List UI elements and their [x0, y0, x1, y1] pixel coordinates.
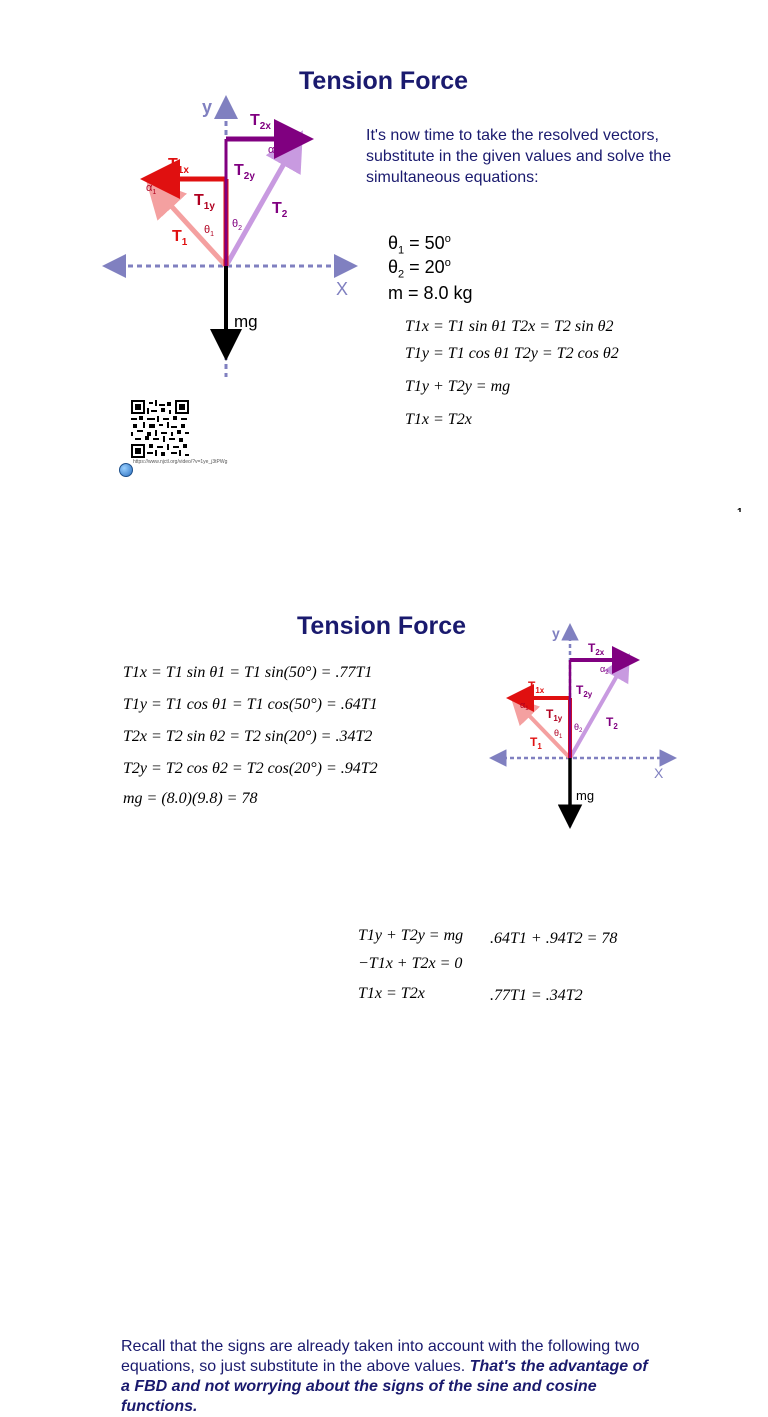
t2-vector [570, 660, 626, 758]
equation-1: T1x = T1 sin θ1 T2x = T2 sin θ2 [405, 318, 614, 335]
slide-title: Tension Force [297, 612, 467, 640]
recall-emphasis: That's the advantage of a FBD and not worrying about the signs of the sine and cosine functions. [121, 1358, 648, 1415]
intro-text: It's now time to take the resolved vectors, substitute in the given values and solve the simultaneous equations: [366, 127, 672, 186]
substitution-1: T1x = T1 sin θ1 = T1 sin(50°) = .77T1 [123, 664, 373, 681]
final-equation-1-left: T1y + T2y = mg [358, 927, 464, 944]
substitution-5: mg = (8.0)(9.8) = 78 [123, 790, 258, 807]
alpha2-label: $\alpha_2$ [600, 664, 609, 676]
t2-vector [226, 139, 298, 266]
t1-label: $T_1$ [172, 228, 188, 248]
mg-label: mg [234, 312, 258, 331]
free-body-diagram [100, 95, 360, 385]
t1-label: $T_1$ [530, 735, 542, 751]
free-body-diagram-small [490, 622, 678, 832]
x-label: X [654, 765, 664, 781]
theta2-label: $\theta_2$ [574, 722, 583, 734]
equation-3: T1y + T2y = mg [405, 378, 511, 395]
given-theta1: $\theta_1 = 50^o$ [388, 233, 451, 257]
theta1-label: $\theta_1$ [554, 728, 563, 740]
t2x-label: $T_{2x}$ [250, 112, 271, 132]
final-equation-1-right: .64T1 + .94T2 = 78 [490, 930, 618, 947]
globe-icon[interactable] [119, 463, 133, 477]
t2-label: $T_2$ [606, 715, 618, 731]
t1y-label: $T_{1y}$ [194, 192, 215, 212]
substitution-3: T2x = T2 sin θ2 = T2 sin(20°) = .34T2 [123, 728, 373, 745]
x-label: X [336, 279, 349, 299]
substitution-2: T1y = T1 cos θ1 = T1 cos(50°) = .64T1 [123, 696, 378, 713]
y-label: y [202, 97, 213, 117]
slide-title: Tension Force [299, 67, 469, 95]
final-equation-3-left: T1x = T2x [358, 985, 425, 1002]
t1x-label: $T_{1x}$ [528, 679, 545, 695]
t2x-label: $T_{2x}$ [588, 641, 605, 657]
t2y-label: $T_{2y}$ [234, 162, 255, 182]
y-label: y [552, 625, 560, 641]
alpha1-label: $\alpha_1$ [520, 700, 529, 712]
slide-1 [0, 0, 768, 512]
t1-vector [516, 702, 570, 758]
theta1-label: $\theta_1$ [204, 224, 215, 238]
alpha2-label: $\alpha_2$ [268, 144, 279, 158]
final-equation-3-right: .77T1 = .34T2 [490, 987, 583, 1004]
recall-paragraph [121, 1337, 661, 1417]
qr-link[interactable]: https://www.njctl.org/video/?v=1ye_j3tPWg [133, 459, 228, 465]
final-equation-2-left: −T1x + T2x = 0 [358, 955, 463, 972]
t2-label: $T_2$ [272, 200, 288, 220]
given-mass: m = 8.0 kg [388, 283, 473, 303]
t1x-label: $T_{1x}$ [168, 156, 189, 176]
substitution-4: T2y = T2 cos θ2 = T2 cos(20°) = .94T2 [123, 760, 378, 777]
theta2-label: $\theta_2$ [232, 218, 243, 232]
t2y-label: $T_{2y}$ [576, 683, 593, 699]
mg-label: mg [576, 788, 595, 803]
recall-text: Recall that the signs are already taken into account with the following two equations, so just substitute in the above values. [121, 1338, 640, 1375]
slide-2 [0, 512, 768, 1415]
alpha1-label: $\alpha_1$ [146, 182, 157, 196]
equation-2: T1y = T1 cos θ1 T2y = T2 cos θ2 [405, 345, 619, 362]
given-theta2: $\theta_2 = 20^o$ [388, 257, 451, 281]
t1-vector [152, 185, 226, 266]
t1y-label: $T_{1y}$ [546, 707, 563, 723]
qr-code[interactable] [131, 400, 189, 458]
equation-4: T1x = T2x [405, 411, 472, 428]
